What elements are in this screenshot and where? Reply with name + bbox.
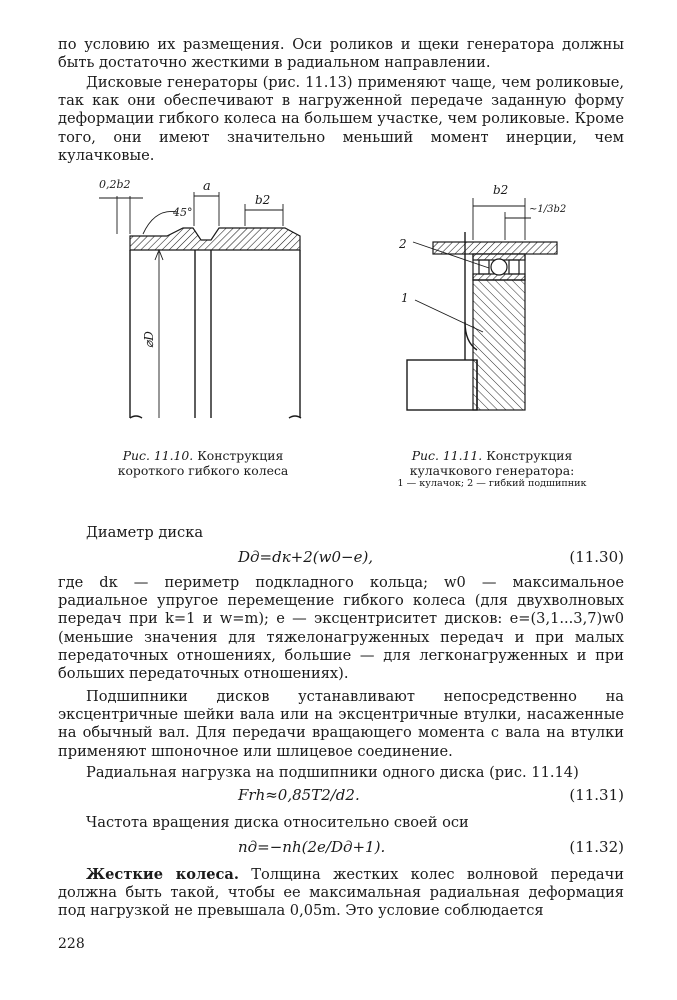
dim-width: b2 [493,183,509,197]
cam [473,280,525,410]
paragraph-definitions: где dк — периметр подкладного кольца; w0 — максимальное радиальное упругое перемещение гибкого колеса (для двухволновых передач при k=1 и w=m); e — эксцентриситет дисков: e=(3,1...3,7)w0 (меньшие значения для тяжелонагруженных передач и при малых передаточных отношениях, большие — для легконагруженных и при больших передаточных отношениях). [58,574,624,683]
page-number: 228 [58,936,85,952]
caption-fig-11-11 [394,448,590,489]
formula-expression: Frh≈0,85T2/d2. [238,786,360,804]
dim-width: b2 [255,193,271,207]
paragraph-rotation-frequency: Частота вращения диска относительно своей оси [86,814,469,831]
caption-label: Рис. 11.11. [411,448,483,463]
formula-number: (11.32) [569,838,624,856]
figure-cam-generator [395,172,620,430]
paragraph-disk-generators: Дисковые генераторы (рис. 11.13) применяют чаще, чем роликовые, так как они обеспечивают в нагруженной передаче заданную форму деформации гибкого колеса на большем участке, чем роликовые. Кроме того, они имеют значительно меньший момент инерции, чем кулачковые. [58,74,624,164]
paragraph-rigid-wheels [58,866,624,921]
caption-fig-11-10 [108,448,298,478]
formula-number: (11.30) [569,548,624,566]
flexible-ring [433,242,557,254]
dim-gap: a [203,179,211,194]
dim-diameter: ⌀D [142,331,156,348]
caption-text: Конструкция короткого гибкого колеса [117,448,289,478]
formula-11-32 [58,838,624,860]
rigid-wheels-text: Толщина жестких колес волновой передачи должна быть такой, чтобы ее максимальная радиальная деформация под нагрузкой не превышала 0,05m. Это условие соблюдается [58,866,624,920]
dim-angle: 45° [173,206,193,219]
paragraph-radial-load: Радиальная нагрузка на подшипники одного диска (рис. 11.14) [86,764,579,781]
dim-offset: ~1/3b2 [529,204,567,215]
caption-label: Рис. 11.10. [122,448,194,463]
caption-text: Конструкция кулачкового генератора: [409,448,575,478]
formula-expression: nд=−nh(2e/Dд+1). [238,838,386,856]
section-title-rigid-wheels: Жесткие колеса. [86,866,239,883]
dim-chamfer: 0,2b2 [99,178,131,191]
caption-legend: 1 — кулачок; 2 — гибкий подшипник [397,478,587,489]
formula-number: (11.31) [569,786,624,804]
disk-diameter-lead: Диаметр диска [86,524,204,541]
paragraph-intro: по условию их размещения. Оси роликов и щеки генератора должны быть достаточно жесткими в радиальном направлении. [58,36,624,72]
dimension-lines [99,192,283,418]
callout-cam: 1 [401,291,409,305]
wheel-rim [130,228,300,250]
formula-expression: Dд=dк+2(w0−e), [238,548,374,566]
formula-11-30 [58,548,624,570]
formula-11-31 [58,786,624,808]
housing [407,232,477,410]
figure-flexible-wheel [95,168,325,430]
paragraph-bearings: Подшипники дисков устанавливают непосредственно на эксцентричные шейки вала или на эксцентричные втулки, насаженные на обычный вал. Для передачи вращающего момента с вала на втулки применяют шпоночное или шлицевое соединение. [58,688,624,760]
callout-bearing: 2 [399,237,407,251]
bearing [473,254,525,280]
